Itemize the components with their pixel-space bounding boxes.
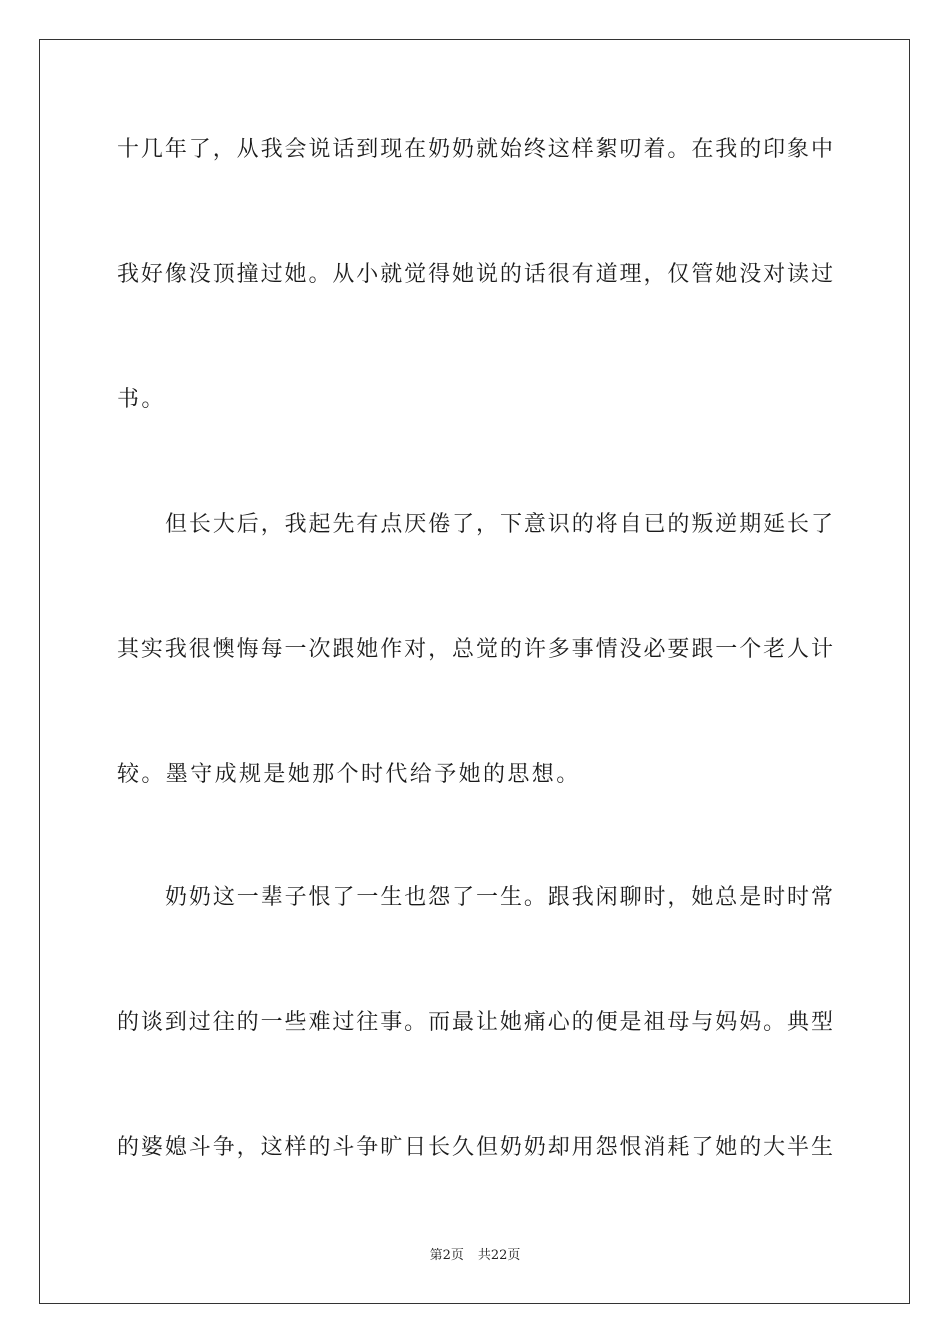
text-line-4: 但长大后，我起先有点厌倦了，下意识的将自已的叛逆期延长了 bbox=[165, 512, 833, 537]
text-line-2: 我好像没顶撞过她。从小就觉得她说的话很有道理，仅管她没对读过 bbox=[117, 262, 833, 287]
text-line-9: 的婆媳斗争，这样的斗争旷日长久但奶奶却用怨恨消耗了她的大半生 bbox=[117, 1135, 833, 1160]
page-footer bbox=[0, 1247, 950, 1265]
text-line-3: 书。 bbox=[117, 387, 166, 412]
page-total: 共22页 bbox=[477, 1248, 521, 1263]
text-line-7: 奶奶这一辈子恨了一生也怨了一生。跟我闲聊时，她总是时时常 bbox=[165, 885, 833, 910]
page-border bbox=[39, 39, 910, 1304]
page-number: 第2页 bbox=[429, 1248, 464, 1263]
text-line-6: 较。墨守成规是她那个时代给予她的思想。 bbox=[117, 762, 581, 787]
text-line-1: 十几年了，从我会说话到现在奶奶就始终这样絮叨着。在我的印象中 bbox=[117, 137, 833, 162]
text-line-5: 其实我很懊悔每一次跟她作对，总觉的许多事情没必要跟一个老人计 bbox=[117, 637, 833, 662]
text-line-8: 的谈到过往的一些难过往事。而最让她痛心的便是祖母与妈妈。典型 bbox=[117, 1010, 833, 1035]
